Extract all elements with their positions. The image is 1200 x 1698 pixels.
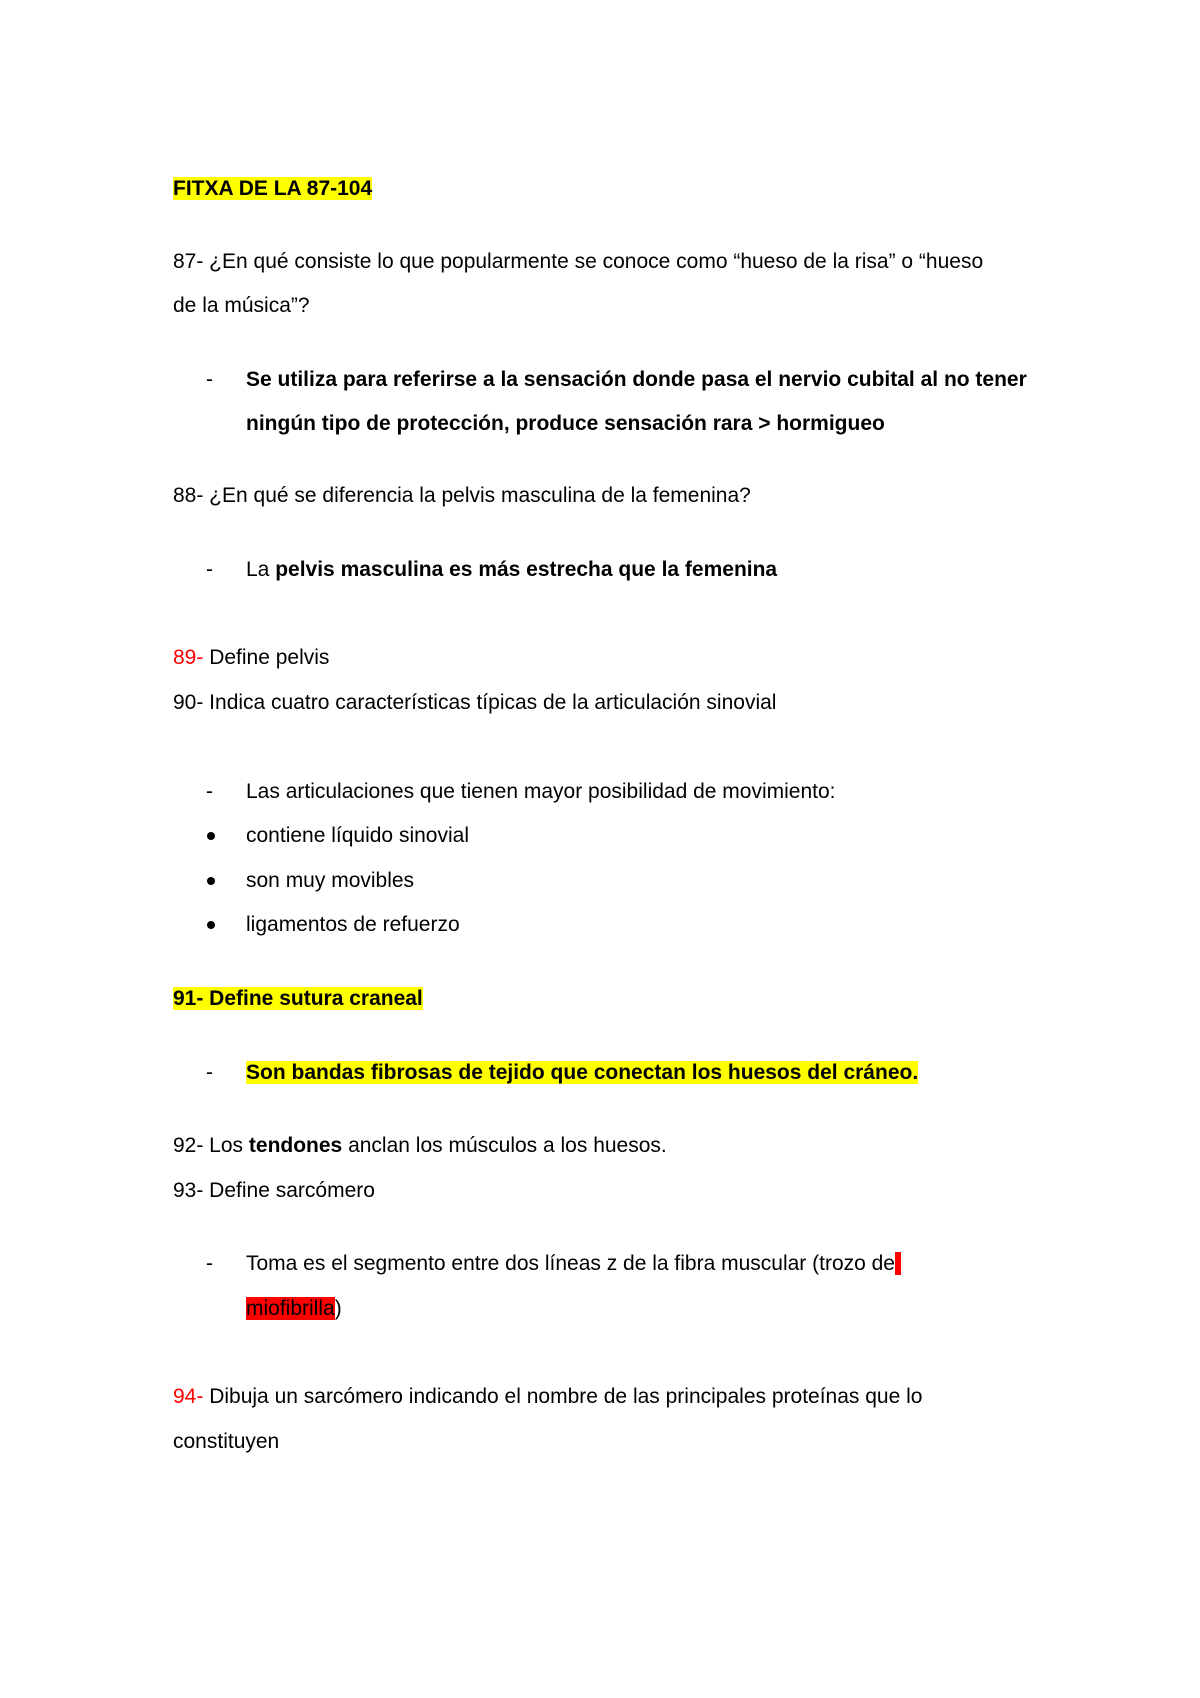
q87-answer-line2: ningún tipo de protección, produce sensación rara > hormigueo (246, 412, 885, 435)
q93-answer-line1: Toma es el segmento entre dos líneas z de la fibra muscular (trozo de​ (246, 1252, 901, 1275)
q88-question: 88- ¿En qué se diferencia la pelvis masculina de la femenina? (173, 484, 751, 507)
q93-answer-dash: - (206, 1252, 213, 1275)
q88-answer-dash: - (206, 558, 213, 581)
q90-bullet-item: son muy movibles (246, 869, 415, 892)
q90-answer-dash: - (206, 780, 213, 803)
highlighted-term: miofibrilla (246, 1297, 335, 1320)
q91-question: 91- Define sutura craneal (173, 987, 423, 1010)
q90-answer: Las articulaciones que tienen mayor posibilidad de movimiento: (246, 780, 836, 803)
q94-number: 94- (173, 1385, 204, 1408)
q87-question-line1: 87- ¿En qué consiste lo que popularmente se conoce como “hueso de la risa” o “hueso (173, 250, 984, 273)
q91-answer-dash: - (206, 1061, 213, 1084)
q93-question: 93- Define sarcómero (173, 1179, 375, 1202)
document-title: FITXA DE LA 87-104 (173, 177, 373, 200)
q90-bullet-item: ligamentos de refuerzo (246, 913, 460, 936)
q89-question: 89- Define pelvis (173, 646, 330, 669)
q89-number: 89- (173, 646, 204, 669)
q91-answer: Son bandas fibrosas de tejido que conectan los huesos del cráneo. (246, 1061, 919, 1084)
q94-question-line1: 94- Dibuja un sarcómero indicando el nombre de las principales proteínas que lo (173, 1385, 923, 1408)
q88-answer: La pelvis masculina es más estrecha que la femenina (246, 558, 778, 581)
q87-answer-line1: Se utiliza para referirse a la sensación donde pasa el nervio cubital al no tener (246, 368, 1027, 391)
bullet-icon (207, 877, 215, 885)
bullet-icon (207, 921, 215, 929)
q94-question-line2: constituyen (173, 1430, 280, 1453)
q90-bullet-item: contiene líquido sinovial (246, 824, 469, 847)
q93-answer-line2: miofibrilla) (246, 1297, 342, 1320)
q90-question: 90- Indica cuatro características típicas de la articulación sinovial (173, 691, 777, 714)
q87-question-line2: de la música”? (173, 294, 310, 317)
highlight-mark: ​ (895, 1252, 901, 1275)
bullet-icon (207, 832, 215, 840)
q92-statement: 92- Los tendones anclan los músculos a los huesos. (173, 1134, 667, 1157)
q87-answer-dash: - (206, 368, 213, 391)
